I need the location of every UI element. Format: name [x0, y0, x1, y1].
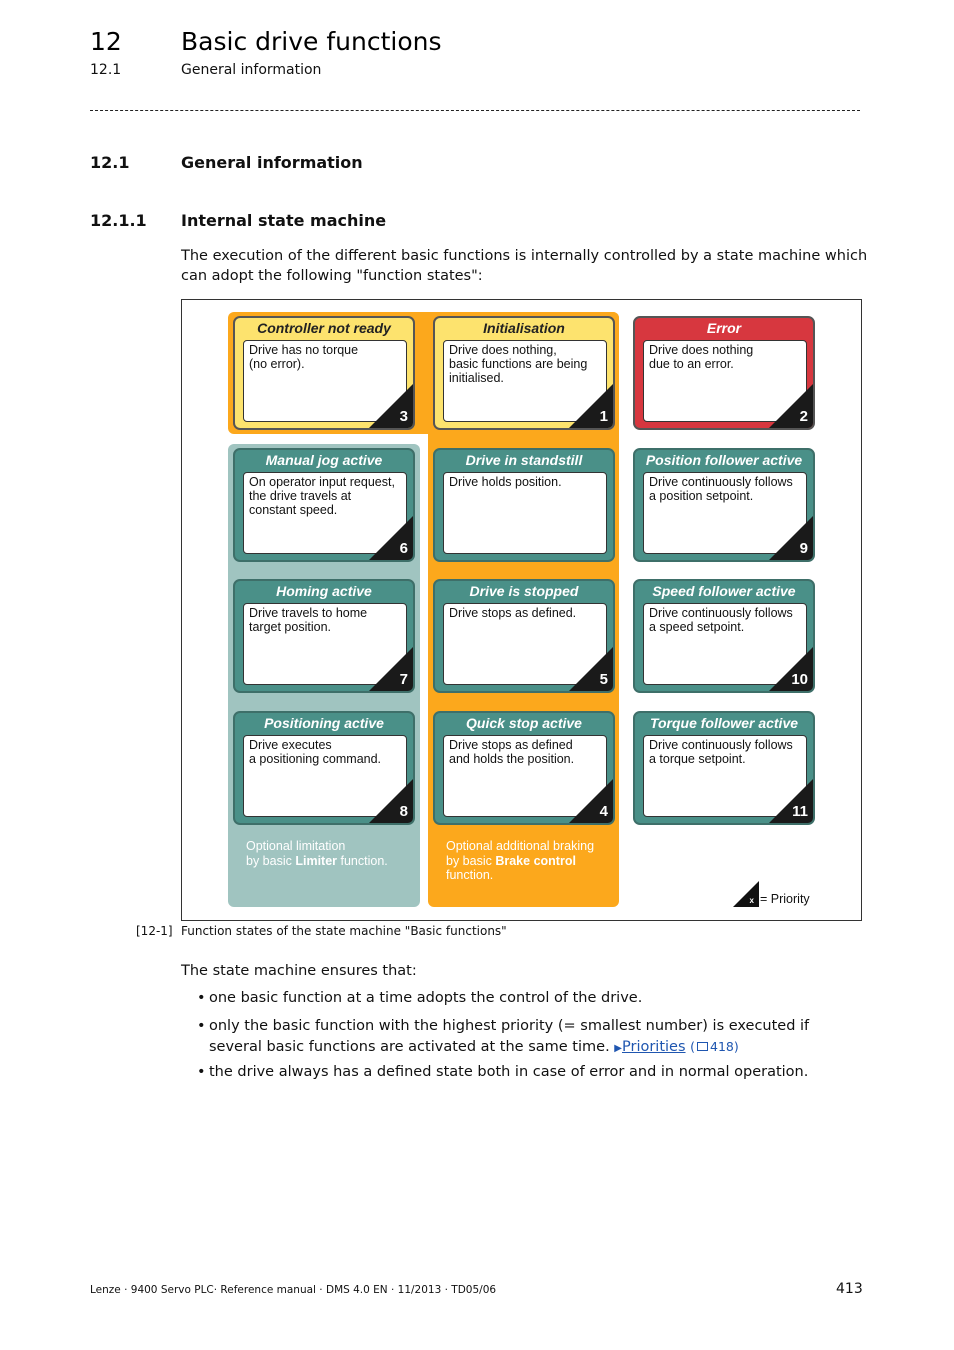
description-line: a speed setpoint.: [649, 620, 745, 634]
state-title: Error: [706, 320, 742, 336]
description-line: Drive does nothing: [649, 343, 754, 357]
description-line: a positioning command.: [249, 752, 382, 766]
state-title: Position follower active: [645, 452, 803, 468]
priority-number: 2: [799, 408, 808, 425]
priority-number: 4: [599, 803, 608, 820]
priority-number: 6: [399, 540, 408, 557]
subsection-title: Internal state machine: [181, 211, 387, 230]
description-line: Drive holds position.: [449, 475, 562, 489]
description-line: Drive travels to home: [249, 606, 368, 620]
priorities-link[interactable]: ▶Priorities ( 418): [614, 1038, 739, 1055]
description-line: and holds the position.: [449, 752, 575, 766]
state-title: Initialisation: [483, 320, 565, 336]
priority-number: 10: [791, 671, 808, 688]
header-divider: [90, 110, 860, 111]
priority-number: 7: [399, 671, 408, 688]
state-card-initialisation: [433, 316, 615, 430]
description-line: On operator input request,: [249, 475, 395, 489]
state-card-drive-in-standstill: [433, 448, 615, 562]
bullet-dot: •: [197, 990, 206, 1006]
state-card-position-follower-active: [633, 448, 815, 562]
priority-badge: [569, 384, 613, 428]
priority-badge: [569, 647, 613, 691]
priority-number: 8: [399, 803, 408, 820]
bullet-dot: •: [197, 1064, 206, 1080]
description-line: constant speed.: [249, 503, 338, 517]
header-section-number: 12.1: [90, 62, 122, 78]
state-title: Positioning active: [264, 715, 384, 731]
state-description: [443, 472, 607, 554]
state-title: Drive in standstill: [465, 452, 583, 468]
priority-badge: [369, 647, 413, 691]
state-title: Manual jog active: [265, 452, 383, 468]
state-title: Controller not ready: [257, 320, 391, 336]
priority-number: 3: [399, 408, 408, 425]
description-line: target position.: [249, 620, 331, 634]
state-card-drive-is-stopped: [433, 579, 615, 693]
list-item: • only the basic function with the highest priority (= smallest number) is executed if several basic functions are activated at the same time. ▶Priorities ( 418): [197, 1018, 810, 1055]
priority-badge: [769, 516, 813, 560]
state-card-speed-follower-active: [633, 579, 815, 693]
description-line: the drive travels at: [249, 489, 352, 503]
page-number: 413: [836, 1281, 863, 1297]
state-title: Homing active: [276, 583, 372, 599]
description-line: initialised.: [449, 371, 504, 385]
state-card-homing-active: [233, 579, 415, 693]
priority-number: 11: [792, 803, 808, 820]
priority-badge: [769, 779, 813, 823]
chapter-number: 12: [90, 27, 122, 56]
priority-badge: [369, 516, 413, 560]
brake-note: Optional additional braking by basic Brake control function.: [446, 839, 595, 882]
book-icon: [697, 1042, 708, 1051]
chapter-title: Basic drive functions: [181, 27, 442, 56]
list-item: • one basic function at a time adopts the control of the drive.: [197, 989, 867, 1009]
priority-number: 5: [599, 671, 608, 688]
figure-number: [12-1]: [136, 924, 173, 938]
priority-number: 9: [799, 540, 808, 557]
state-card-controller-not-ready: [233, 316, 415, 430]
description-line: Drive continuously follows: [649, 606, 793, 620]
footer-text: Lenze · 9400 Servo PLC· Reference manual · DMS 4.0 EN · 11/2013 · TD05/06: [90, 1284, 497, 1296]
priority-badge: [769, 384, 813, 428]
state-card-quick-stop-active: [433, 711, 615, 825]
state-card-torque-follower-active: [633, 711, 815, 825]
arrow-right-icon: ▶: [614, 1042, 622, 1054]
description-line: basic functions are being: [449, 357, 588, 371]
description-line: Drive stops as defined.: [449, 606, 577, 620]
description-line: Drive does nothing,: [449, 343, 557, 357]
description-line: Drive executes: [249, 738, 332, 752]
state-title: Quick stop active: [466, 715, 582, 731]
description-line: Drive stops as defined: [449, 738, 573, 752]
priority-badge: [769, 647, 813, 691]
state-title: Speed follower active: [652, 583, 796, 599]
ensures-text: The state machine ensures that:: [181, 963, 417, 979]
state-card-positioning-active: [233, 711, 415, 825]
description-line: Drive continuously follows: [649, 475, 793, 489]
header-section-title: General information: [181, 62, 322, 78]
state-card-error: [633, 316, 815, 430]
limiter-note: Optional limitation by basic Limiter function.: [246, 839, 388, 868]
priority-badge: [569, 779, 613, 823]
description-line: Drive continuously follows: [649, 738, 793, 752]
section-title: General information: [181, 153, 363, 172]
priority-legend-icon: x: [733, 881, 759, 907]
priority-badge: [369, 384, 413, 428]
description-line: (no error).: [249, 357, 305, 371]
bullet-dot: •: [197, 1018, 206, 1034]
state-title: Torque follower active: [649, 715, 799, 731]
priority-number: 1: [599, 408, 608, 425]
description-line: a position setpoint.: [649, 489, 754, 503]
figure-caption: Function states of the state machine "Basic functions": [181, 924, 507, 938]
description-line: a torque setpoint.: [649, 752, 746, 766]
intro-paragraph: The execution of the different basic functions is internally controlled by a state machine which can adopt the following "function states":: [181, 248, 868, 284]
priority-legend-text: = Priority: [760, 892, 810, 906]
section-number: 12.1: [90, 153, 130, 172]
list-item: • the drive always has a defined state both in case of error and in normal operation.: [197, 1063, 867, 1083]
state-card-manual-jog-active: [233, 448, 415, 562]
description-line: due to an error.: [649, 357, 734, 371]
description-line: Drive has no torque: [249, 343, 359, 357]
subsection-number: 12.1.1: [90, 211, 147, 230]
state-title: Drive is stopped: [469, 583, 579, 599]
priority-badge: [369, 779, 413, 823]
